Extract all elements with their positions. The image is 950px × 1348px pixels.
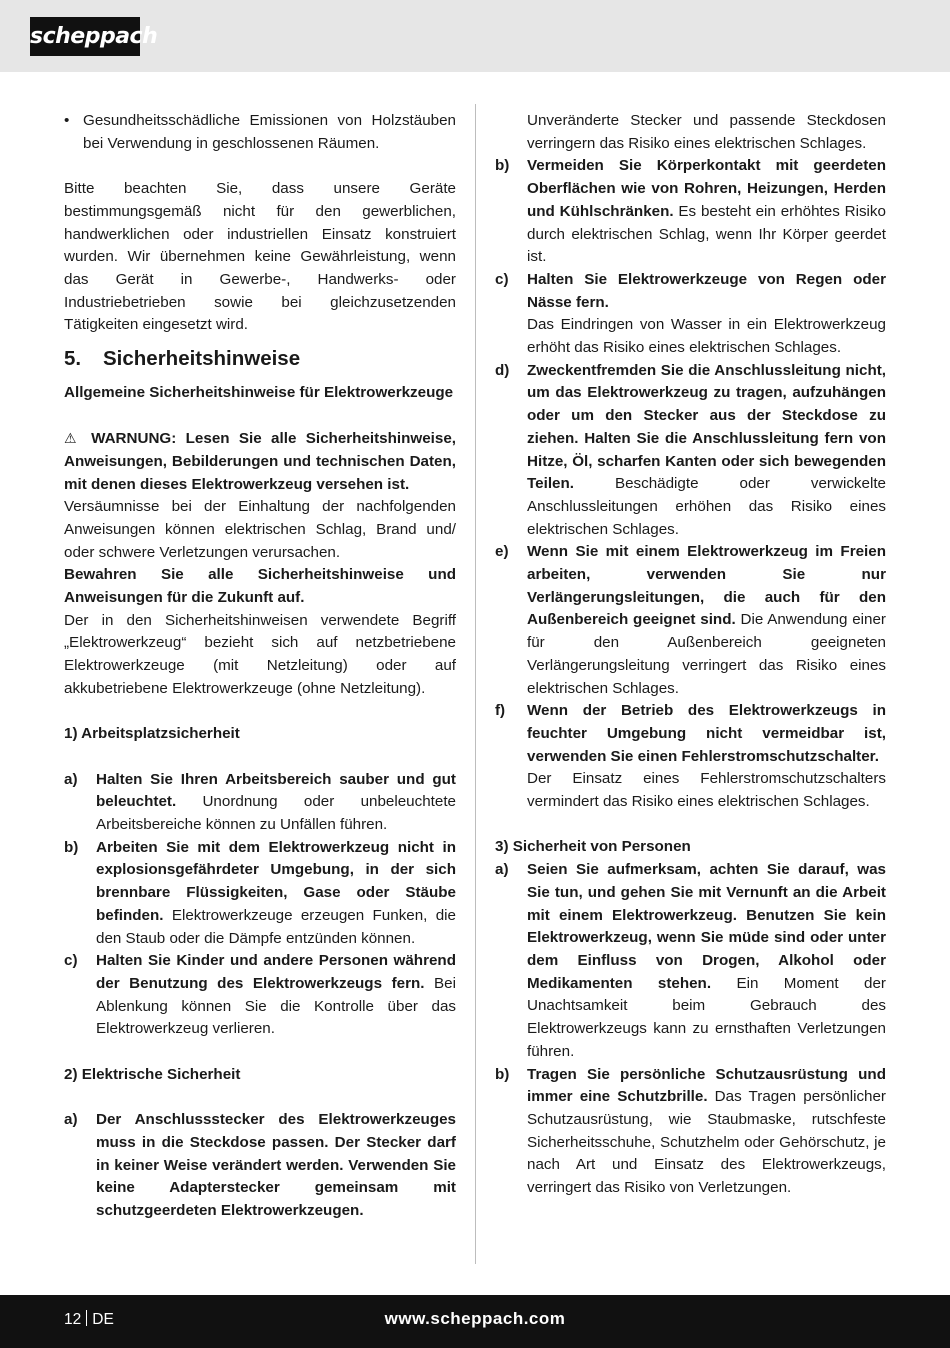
page-header	[0, 0, 950, 72]
list-item	[495, 360, 886, 542]
language-code: DE	[92, 1311, 114, 1328]
list-item	[64, 1109, 456, 1223]
warning-icon: ⚠	[64, 430, 82, 447]
section-heading	[64, 348, 456, 371]
warning-bold: WARNUNG: Lesen Sie alle Sicherheitshinweise, Anweisungen, Bebilderungen und technischen Daten, mit denen dieses Elektrowerkzeug versehen ist.	[64, 430, 456, 493]
item-text: Der Einsatz eines Fehlerstromschutzschalters vermindert das Risiko eines elektrischen Schlages.	[527, 770, 886, 811]
item-bold: Vermeiden Sie Körperkontakt mit geerdeten Oberflächen wie von Rohren, Heizungen, Herden und Kühlschränken.	[527, 157, 886, 220]
page-footer	[0, 1295, 950, 1348]
item-marker: b)	[64, 838, 79, 856]
page-number-value: 12	[64, 1311, 82, 1328]
list-item	[495, 859, 886, 1063]
item-bold: Seien Sie aufmerksam, achten Sie darauf, was Sie tun, und gehen Sie mit Vernunft an die Arbeit mit einem Elektrowerkzeug. Benutzen Sie kein Elektrowerkzeug, wenn Sie müde sind oder unter dem Einfluss von Drogen, Alkohol oder Medikamenten stehen.	[527, 861, 886, 992]
warning-paragraph	[64, 427, 456, 496]
item-text: Bei Ablenkung können Sie die Kontrolle über das Elektrowerkzeug verlieren.	[96, 974, 456, 1038]
list-item	[495, 155, 886, 269]
item-marker: b)	[495, 157, 510, 175]
item-bold: Arbeiten Sie mit dem Elektrowerkzeug nicht in explosionsgefährdeter Umgebung, in der sich brennbare Flüssigkeiten, Gase oder Stäube befinden.	[96, 838, 456, 924]
list-item	[495, 269, 886, 360]
left-column	[64, 110, 456, 1223]
item-text: Es besteht ein erhöhtes Risiko durch elektrischen Schlag, wenn Ihr Körper geerdet ist.	[527, 202, 886, 266]
item-bold: Tragen Sie persönliche Schutzausrüstung und immer eine Schutzbrille.	[527, 1065, 886, 1106]
item-bold: Halten Sie Elektrowerkzeuge von Regen oder Nässe fern.	[527, 270, 886, 311]
item-text: Ein Moment der Unachtsamkeit beim Gebrauch des Elektrowerkzeugs kann zu ernsthaften Verletzungen führen.	[527, 974, 886, 1060]
item-bold: Zweckentfremden Sie die Anschlussleitung nicht, um das Elektrowerkzeug zu tragen, aufzuhängen oder um den Stecker aus der Steckdose zu ziehen. Halten Sie die Anschlussleitung fern von Hitze, Öl, scharfen Kanten oder sich bewegenden Teilen.	[527, 361, 886, 493]
item-bold: Halten Sie Ihren Arbeitsbereich sauber und gut beleuchtet.	[96, 770, 456, 811]
heading-work-safety: 1) Arbeitsplatzsicherheit	[64, 725, 240, 743]
item-bold: Wenn Sie mit einem Elektrowerkzeug im Freien arbeiten, verwenden Sie nur Verlängerungsleitungen, die auch für den Außenbereich geeignet sind.	[527, 543, 886, 629]
item-marker: a)	[495, 861, 509, 879]
heading-electrical-safety: 2) Elektrische Sicherheit	[64, 1065, 241, 1083]
item-marker: f)	[495, 702, 506, 720]
item-text: Unordnung oder unbeleuchtete Arbeitsbereiche können zu Unfällen führen.	[96, 793, 456, 834]
keep-instructions: Bewahren Sie alle Sicherheitshinweise und Anweisungen für die Zukunft auf.	[64, 566, 456, 607]
list-item	[64, 769, 456, 837]
term-definition: Der in den Sicherheitshinweisen verwendete Begriff „Elektrowerkzeug“ bezieht sich auf netzbetriebene Elektrowerkzeuge (mit Netzleitung) oder auf akkubetriebene Elektrowerkzeuge (ohne Netzleitung).	[64, 611, 456, 697]
item-text: Das Tragen persönlicher Schutzausrüstung, wie Staubmaske, rutschfeste Sicherheitsschuhe, Schutzhelm oder Gehörschutz, je nach Art und Einsatz des Elektrowerkzeugs, verringert das Risiko von Verletzungen.	[527, 1088, 886, 1197]
item-text: Das Eindringen von Wasser in ein Elektrowerkzeug erhöht das Risiko eines elektrischen Schlages.	[527, 316, 886, 357]
item-marker: b)	[495, 1065, 510, 1083]
usage-paragraph: Bitte beachten Sie, dass unsere Geräte bestimmungsgemäß nicht für den gewerblichen, handwerklichen oder industriellen Einsatz konstruiert wurden. Wir übernehmen keine Gewährleistung, wenn das Gerät in Gewerbe-, Handwerks- oder Industriebetrieben sowie bei gleichzusetzenden Tätigkeiten eingesetzt wird.	[64, 180, 456, 334]
list-item	[495, 541, 886, 700]
item-marker: e)	[495, 543, 509, 561]
item-text: Beschädigte oder verwickelte Anschlussleitungen erhöhen das Risiko eines elektrischen Schlages.	[527, 475, 886, 538]
bullet-text: Gesundheitsschädliche Emissionen von Holzstäuben bei Verwendung in geschlossenen Räumen.	[83, 112, 456, 152]
item-text: Elektrowerkzeuge erzeugen Funken, die den Staub oder die Dämpfe entzünden können.	[96, 906, 456, 947]
item-marker: a)	[64, 770, 78, 788]
item-text: Die Anwendung einer für den Außenbereich geeigneten Verlängerungsleitung verringert das Risiko eines elektrischen Schlages.	[527, 611, 886, 697]
item-marker: c)	[64, 952, 78, 970]
website-link[interactable]: www.scheppach.com	[384, 1309, 566, 1328]
list-item	[64, 110, 456, 155]
column-divider	[475, 104, 476, 1264]
scheppach-logo: scheppach	[30, 17, 140, 56]
item-bold: Wenn der Betrieb des Elektrowerkzeugs in feuchter Umgebung nicht vermeidbar ist, verwenden Sie einen Fehlerstromschutzschalter.	[527, 702, 886, 765]
heading-personal-safety: 3) Sicherheit von Personen	[495, 838, 691, 856]
right-column	[495, 110, 886, 1200]
item-marker: d)	[495, 361, 510, 379]
warning-text: Versäumnisse bei der Einhaltung der nachfolgenden Anweisungen können elektrischen Schlag, Brand und/ oder schwere Verletzungen verursachen.	[64, 498, 456, 561]
item-continuation: Unveränderte Stecker und passende Steckdosen verringern das Risiko eines elektrischen Schlages.	[527, 112, 886, 152]
list-item	[64, 837, 456, 951]
bullet-marker: •	[64, 112, 70, 129]
item-bold: Halten Sie Kinder und andere Personen während der Benutzung des Elektrowerkzeugs fern.	[96, 952, 456, 992]
item-marker: c)	[495, 270, 509, 288]
list-item	[495, 700, 886, 814]
section-title: Sicherheitshinweise	[103, 347, 301, 371]
list-item	[495, 1064, 886, 1200]
item-marker: a)	[64, 1111, 78, 1129]
list-item	[64, 950, 456, 1041]
subheading: Allgemeine Sicherheitshinweise für Elektrowerkzeuge	[64, 383, 454, 401]
item-bold: Der Anschlussstecker des Elektrowerkzeuges muss in die Steckdose passen. Der Stecker darf in keiner Weise verändert werden. Verwenden Sie keine Adapterstecker gemeinsam mit schutzgeerdeten Elektrowerkzeugen.	[96, 1111, 456, 1219]
section-number: 5.	[64, 347, 82, 371]
